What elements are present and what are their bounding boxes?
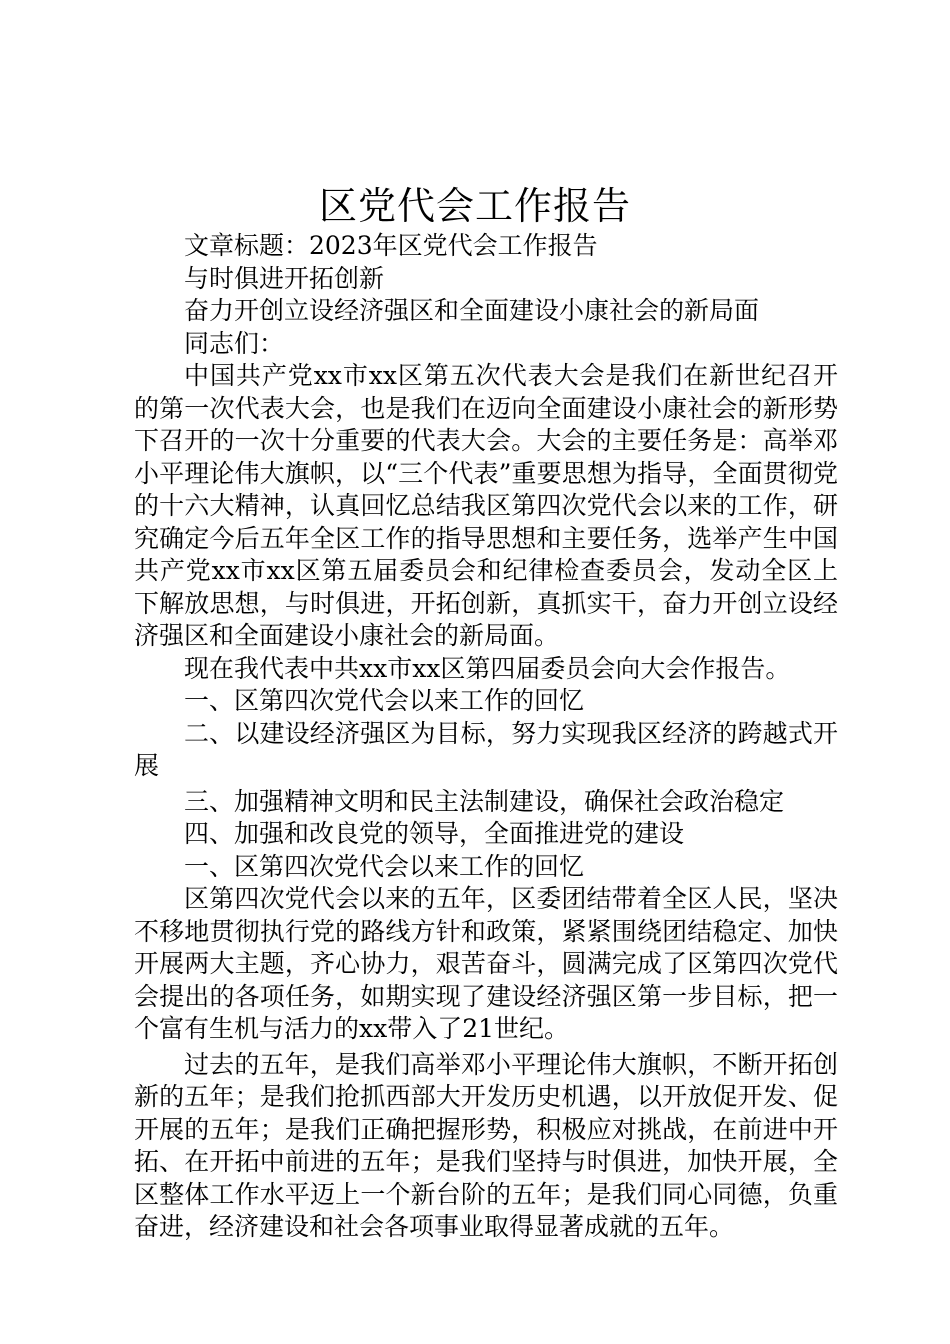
document-title: 区党代会工作报告 [318,184,631,228]
paragraph-past-five-years: 过去的五年，是我们高举邓小平理论伟大旗帜，不断开拓创新的五年；是我们抢抓西部大开发历史机遇，以开放促开发、促开展的五年；是我们正确把握形势，积极应对挑战，在前进中开拓、在开拓中前进的五年；是我们坚持与时俱进，加快开展，全区整体工作水平迈上一个新台阶的五年；是我们同心同德，负重奋进，经济建设和社会各项事业取得显著成就的五年。 [134,1049,838,1241]
article-title-line: 文章标题：2023年区党代会工作报告 [184,231,598,260]
outline-item-4: 四、加强和改良党的领导，全面推进党的建设 [184,819,685,848]
section-heading-1: 一、区第四次党代会以来工作的回忆 [184,851,585,881]
salutation: 同志们： [184,328,285,358]
subtitle-line-1: 与时俱进开拓创新 [184,263,385,293]
document-body [134,230,838,1244]
paragraph-section-1: 区第四次党代会以来的五年，区委团结带着全区人民，坚决不移地贯彻执行党的路线方针和政策，紧紧围绕团结稳定、加快开展两大主题，齐心协力，艰苦奋斗，圆满完成了区第四次党代会提出的各项任务，如期实现了建设经济强区第一步目标，把一个富有生机与活力的xx带入了21世纪。 [134,884,838,1043]
outline-item-2: 二、以建设经济强区为目标，努力实现我区经济的跨越式开展 [134,718,838,780]
subtitle-line-2: 奋力开创立设经济强区和全面建设小康社会的新局面 [184,296,760,325]
outline-item-1: 一、区第四次党代会以来工作的回忆 [184,686,585,715]
paragraph-intro: 中国共产党xx市xx区第五次代表大会是我们在新世纪召开的第一次代表大会，也是我们在迈向全面建设小康社会的新形势下召开的一次十分重要的代表大会。大会的主要任务是：高举邓小平理论伟大旗帜，以“三个代表”重要思想为指导，全面贯彻党的十六大精神，认真回忆总结我区第四次党代会以来的工作，研究确定今后五年全区工作的指导思想和主要任务，选举产生中国共产党xx市xx区第五届委员会和纪律检查委员会，发动全区上下解放思想，与时俱进，开拓创新，真抓实干，奋力开创立设经济强区和全面建设小康社会的新局面。 [134,361,838,650]
outline-item-3: 三、加强精神文明和民主法制建设，确保社会政治稳定 [184,786,785,816]
paragraph-report-statement: 现在我代表中共xx市xx区第四届委员会向大会作报告。 [184,653,791,683]
